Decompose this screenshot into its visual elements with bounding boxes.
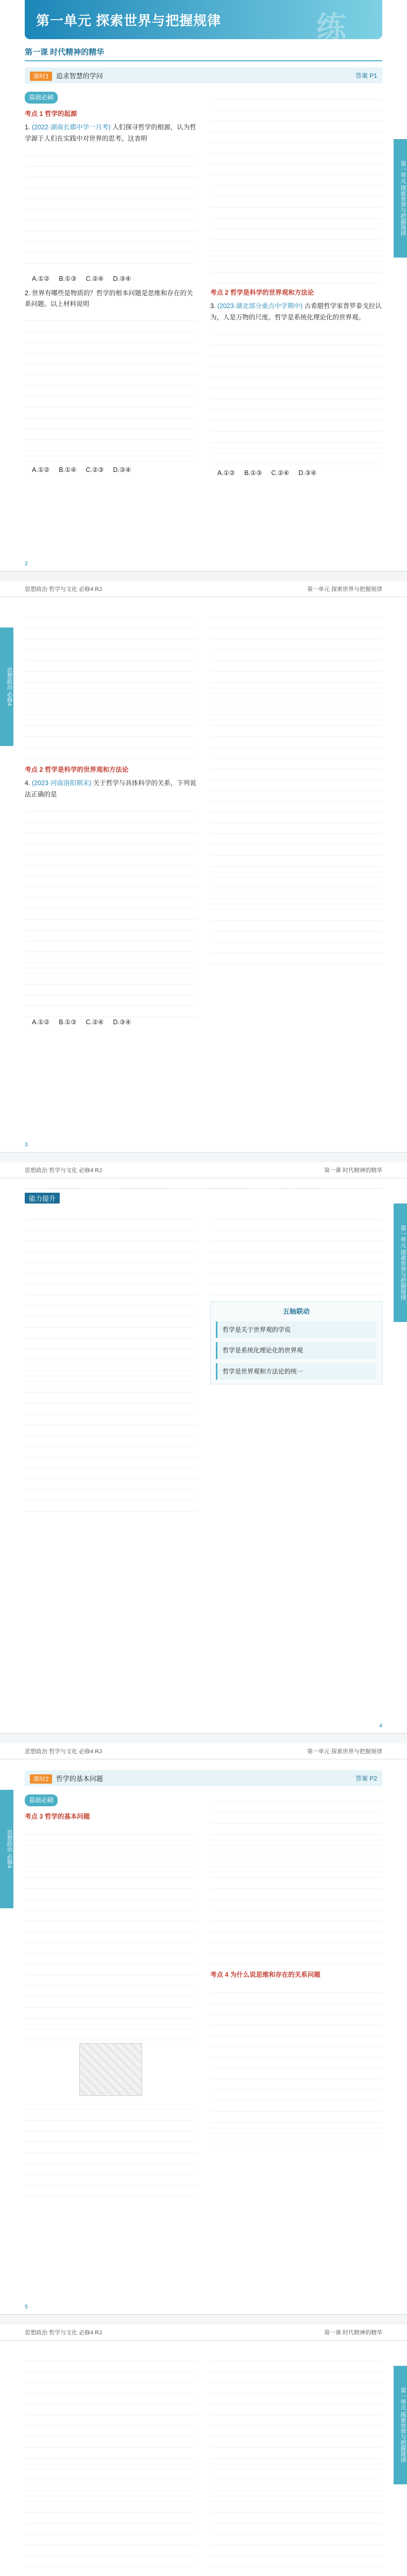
q3-opt-d[interactable]: D.③④ xyxy=(298,469,317,477)
hint-1: 哲学是关于世界观的学说 xyxy=(216,1321,377,1338)
answer-box-1-title: 五轴联动 xyxy=(282,1308,310,1315)
ks-answer-ref[interactable]: 答案 P1 xyxy=(355,72,377,79)
q3-body xyxy=(210,324,382,468)
p3-col1 xyxy=(25,1209,197,1518)
page-number-4: 5 xyxy=(25,2304,28,2310)
question-3 xyxy=(210,301,382,479)
q4-body xyxy=(25,801,197,1017)
knowledge-strip-1 xyxy=(25,67,382,83)
page-header-4 xyxy=(0,1743,407,1759)
header-left-2: 思想政治 哲学与文化 必修4 RJ xyxy=(25,586,102,592)
q4-opt-d[interactable]: D.③④ xyxy=(113,1018,131,1026)
ks2-title: 哲学的基本问题 xyxy=(56,1775,103,1783)
hint-3: 哲学是世界观和方法论的统一 xyxy=(216,1363,377,1380)
q2-opt-a[interactable]: A.①② xyxy=(32,466,50,474)
header-right-2: 第一单元 探索世界与把握规律 xyxy=(307,586,382,592)
q1-opt-b[interactable]: B.①③ xyxy=(59,275,77,282)
ability-strip xyxy=(25,1188,382,1204)
q1-options xyxy=(25,274,197,285)
q1-opt-a[interactable]: A.①② xyxy=(32,275,50,282)
p3-col2-a xyxy=(210,1209,382,1301)
q3-opt-b[interactable]: B.①③ xyxy=(244,469,262,477)
q2-opt-c[interactable]: C.②③ xyxy=(86,466,104,474)
q4-opt-c[interactable]: C.②④ xyxy=(86,1018,104,1026)
lesson-title xyxy=(25,46,382,61)
q3-options xyxy=(210,468,382,479)
knowledge-strip-2 xyxy=(25,1770,382,1786)
ks2-answer-ref[interactable]: 答案 P2 xyxy=(355,1775,377,1782)
q2-text: 世界有哪些是物质的？哲学的根本问题是思维和存在的关系问题。以上材料说明 xyxy=(25,289,193,308)
q4-options xyxy=(25,1017,197,1028)
page-header-5 xyxy=(0,2325,407,2341)
header-left-4: 思想政治 哲学与文化 必修4 RJ xyxy=(25,1749,102,1755)
side-tab-4: 思想政治 必修4 xyxy=(0,1790,13,1908)
page-3 xyxy=(0,1162,407,1734)
q1-text: 人们探寻哲学的根源，认为哲学源于人们在实践中对世界的思考。这表明 xyxy=(25,123,196,142)
basic-section-label-2: 基础必刷 xyxy=(25,1794,58,1806)
point-3: 考点 3 哲学的基本问题 xyxy=(25,1813,90,1820)
col2-text-a xyxy=(210,89,382,284)
q1-opt-d[interactable]: D.③④ xyxy=(113,275,131,282)
q4-opt-b[interactable]: B.①③ xyxy=(59,1018,77,1026)
ks2-tag: 课时2 xyxy=(30,1774,52,1784)
page-5 xyxy=(0,2325,407,2576)
page-2 xyxy=(0,581,407,1153)
q4-source: (2023·河南洛阳期末) xyxy=(31,779,92,787)
side-tab-2: 思想政治 必修4 xyxy=(0,628,13,746)
p5-col1 xyxy=(25,2350,197,2576)
question-4 xyxy=(25,778,197,1028)
practice-mark: 练 xyxy=(316,11,346,44)
header-right-4: 第一单元 探索世界与把握规律 xyxy=(307,1749,382,1755)
point-2b: 考点 2 哲学是科学的世界观和方法论 xyxy=(25,766,129,773)
p2-col1-a xyxy=(25,607,197,761)
header-right-3: 第一课 时代精神的精华 xyxy=(324,1167,382,1174)
ks-tag: 课时1 xyxy=(30,72,52,81)
p4-col1-b xyxy=(25,2099,197,2202)
q3-num: 3. xyxy=(210,302,216,310)
q3-opt-a[interactable]: A.①② xyxy=(217,469,235,477)
question-2 xyxy=(25,288,197,477)
lesson-label: 第一课 时代精神的精华 xyxy=(25,48,105,57)
unit-banner xyxy=(25,0,382,44)
p4-col1-a xyxy=(25,1824,197,2040)
q4-num: 4. xyxy=(25,779,30,787)
point-4: 考点 4 为什么说思维和存在的关系问题 xyxy=(210,1971,320,1978)
p4-col2-a xyxy=(210,1791,382,1967)
p2-col2 xyxy=(210,607,382,968)
page-number-2: 3 xyxy=(25,1142,28,1148)
point-2: 考点 2 哲学是科学的世界观和方法论 xyxy=(210,289,314,296)
page-number-1: 2 xyxy=(25,561,28,567)
question-1 xyxy=(25,122,197,285)
side-tab-5: 第一单元 探索世界与把握规律 xyxy=(394,2366,407,2484)
q3-opt-c[interactable]: C.②④ xyxy=(271,469,290,477)
illustration-image xyxy=(79,2043,142,2096)
unit-title: 第一单元 探索世界与把握规律 xyxy=(36,12,222,28)
side-tab-3: 第一单元 探索世界与把握规律 xyxy=(394,1204,407,1322)
answer-box-1 xyxy=(210,1301,382,1384)
q4-opt-a[interactable]: A.①② xyxy=(32,1018,50,1026)
ability-label: 能力提升 xyxy=(25,1193,60,1204)
q3-text: 古希腊哲学家普罗泰戈拉认为，人是万物的尺度。哲学是系统化理论化的世界观。 xyxy=(210,302,382,321)
page-header-3 xyxy=(0,1162,407,1178)
q2-options xyxy=(25,465,197,476)
q1-source: (2022·湖南长郡中学一月考) xyxy=(31,123,111,131)
q2-num: 2. xyxy=(25,289,30,297)
q4-text: 关于哲学与具体科学的关系，下列说法正确的是 xyxy=(25,779,196,798)
p5-col2-a xyxy=(210,2350,382,2576)
page-1 xyxy=(0,0,407,571)
ks-title: 追求智慧的学问 xyxy=(56,72,103,80)
side-tab-1: 第一单元 探索世界与把握规律 xyxy=(394,139,407,258)
page-header-2 xyxy=(0,581,407,597)
q2-opt-d[interactable]: D.③④ xyxy=(113,466,131,474)
header-right-5: 第一课 时代精神的精华 xyxy=(324,2330,382,2336)
page-4 xyxy=(0,1743,407,2315)
hint-2: 哲学是系统化理论化的世界观 xyxy=(216,1342,377,1359)
header-left-3: 思想政治 哲学与文化 必修4 RJ xyxy=(25,1167,102,1174)
header-left-5: 思想政治 哲学与文化 必修4 RJ xyxy=(25,2330,102,2336)
q2-body xyxy=(25,310,197,465)
q2-opt-b[interactable]: B.①④ xyxy=(59,466,77,474)
q1-num: 1. xyxy=(25,123,30,131)
q3-source: (2023·湖北部分重点中学期中) xyxy=(217,302,303,310)
basic-section-label: 基础必刷 xyxy=(25,92,58,104)
page-number-3: 4 xyxy=(379,1723,382,1729)
q1-body xyxy=(25,145,197,274)
point-1: 考点 1 哲学的起源 xyxy=(25,110,77,117)
q1-opt-c[interactable]: C.②④ xyxy=(86,275,104,282)
p4-col2-b xyxy=(210,1982,382,2152)
